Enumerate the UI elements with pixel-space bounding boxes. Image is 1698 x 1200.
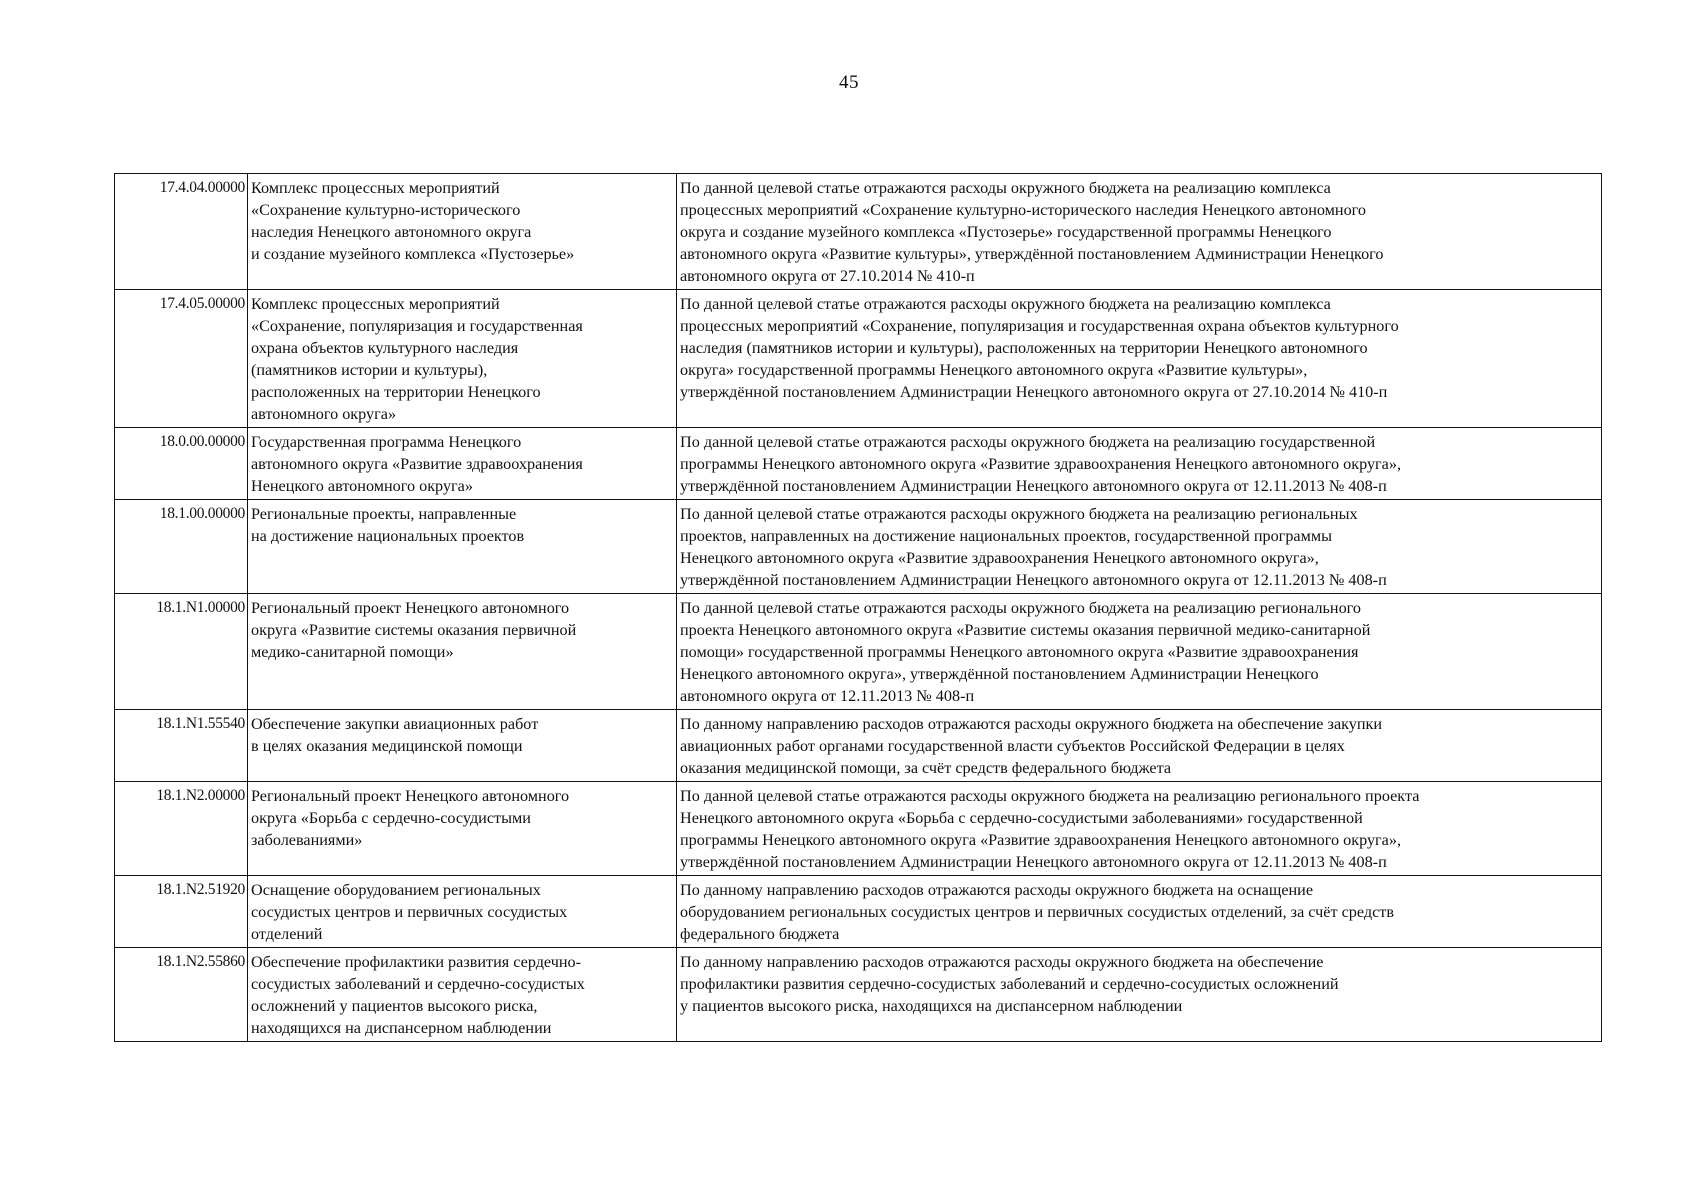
target-article-code: 18.1.N2.00000 xyxy=(115,782,248,876)
table-row xyxy=(115,594,1602,710)
description-line: округа и создание музейного комплекса «Пустозерье» государственной программы Ненецкого xyxy=(680,223,1332,241)
table-row xyxy=(115,428,1602,500)
target-article-code: 18.1.N2.55860 xyxy=(115,948,248,1042)
target-article-description xyxy=(677,876,1602,948)
target-article-code: 18.1.N2.51920 xyxy=(115,876,248,948)
description-line: федерального бюджета xyxy=(680,925,840,943)
target-article-code: 17.4.05.00000 xyxy=(115,290,248,428)
target-article-description xyxy=(677,710,1602,782)
budget-classification-table xyxy=(114,173,1602,1042)
description-line: проекта Ненецкого автономного округа «Развитие системы оказания первичной медико-санитарной xyxy=(680,621,1371,639)
target-article-description xyxy=(677,428,1602,500)
name-line: медико-санитарной помощи» xyxy=(251,643,454,661)
target-article-name xyxy=(248,948,677,1042)
name-line: заболеваниями» xyxy=(251,831,363,849)
name-line: «Сохранение культурно-исторического xyxy=(251,201,521,219)
name-line: (памятников истории и культуры), xyxy=(251,361,488,379)
name-line: Комплекс процессных мероприятий xyxy=(251,295,500,313)
name-line: Оснащение оборудованием региональных xyxy=(251,881,541,899)
description-line: округа» государственной программы Ненецкого автономного округа «Развитие культуры», xyxy=(680,361,1308,379)
target-article-name xyxy=(248,782,677,876)
description-line: По данной целевой статье отражаются расходы окружного бюджета на реализацию комплекса xyxy=(680,295,1331,313)
description-line: авиационных работ органами государственной власти субъектов Российской Федерации в целях xyxy=(680,737,1345,755)
description-line: профилактики развития сердечно-сосудистых заболеваний и сердечно-сосудистых осложнений xyxy=(680,975,1339,993)
name-line: Обеспечение профилактики развития сердечно- xyxy=(251,953,582,971)
name-line: Региональные проекты, направленные xyxy=(251,505,517,523)
name-line: сосудистых центров и первичных сосудистых xyxy=(251,903,568,921)
description-line: Ненецкого автономного округа «Борьба с сердечно-сосудистыми заболеваниями» государственной xyxy=(680,809,1363,827)
table-row xyxy=(115,782,1602,876)
name-line: округа «Развитие системы оказания первичной xyxy=(251,621,577,639)
description-line: оборудованием региональных сосудистых центров и первичных сосудистых отделений, за счёт средств xyxy=(680,903,1394,921)
target-article-description xyxy=(677,174,1602,290)
description-line: По данному направлению расходов отражаются расходы окружного бюджета на обеспечение xyxy=(680,953,1324,971)
description-line: наследия (памятников истории и культуры), расположенных на территории Ненецкого автономного xyxy=(680,339,1368,357)
name-line: сосудистых заболеваний и сердечно-сосудистых xyxy=(251,975,585,993)
table-row xyxy=(115,174,1602,290)
name-line: в целях оказания медицинской помощи xyxy=(251,737,523,755)
name-line: охрана объектов культурного наследия xyxy=(251,339,519,357)
description-line: процессных мероприятий «Сохранение культурно-исторического наследия Ненецкого автономного xyxy=(680,201,1367,219)
name-line: Государственная программа Ненецкого xyxy=(251,433,522,451)
description-line: утверждённой постановлением Администрации Ненецкого автономного округа от 12.11.2013 № 408-п xyxy=(680,477,1387,495)
target-article-name xyxy=(248,594,677,710)
table-row xyxy=(115,710,1602,782)
description-line: По данной целевой статье отражаются расходы окружного бюджета на реализацию регионального xyxy=(680,599,1362,617)
name-line: автономного округа» xyxy=(251,405,397,423)
description-line: помощи» государственной программы Ненецкого автономного округа «Развитие здравоохранения xyxy=(680,643,1359,661)
name-line: Ненецкого автономного округа» xyxy=(251,477,473,495)
page-number: 45 xyxy=(839,72,859,93)
target-article-name xyxy=(248,290,677,428)
description-line: оказания медицинской помощи, за счёт средств федерального бюджета xyxy=(680,759,1172,777)
name-line: «Сохранение, популяризация и государственная xyxy=(251,317,583,335)
name-line: отделений xyxy=(251,925,323,943)
description-line: автономного округа от 27.10.2014 № 410-п xyxy=(680,267,975,285)
description-line: По данному направлению расходов отражаются расходы окружного бюджета на обеспечение закупки xyxy=(680,715,1383,733)
description-line: По данному направлению расходов отражаются расходы окружного бюджета на оснащение xyxy=(680,881,1314,899)
target-article-code: 18.1.N1.00000 xyxy=(115,594,248,710)
name-line: на достижение национальных проектов xyxy=(251,527,525,545)
description-line: автономного округа от 12.11.2013 № 408-п xyxy=(680,687,975,705)
name-line: наследия Ненецкого автономного округа xyxy=(251,223,532,241)
target-article-name xyxy=(248,876,677,948)
name-line: Комплекс процессных мероприятий xyxy=(251,179,500,197)
target-article-description xyxy=(677,500,1602,594)
target-article-description xyxy=(677,782,1602,876)
target-article-description xyxy=(677,948,1602,1042)
table-row xyxy=(115,500,1602,594)
name-line: Региональный проект Ненецкого автономного xyxy=(251,787,570,805)
table-row xyxy=(115,290,1602,428)
target-article-description xyxy=(677,594,1602,710)
description-line: утверждённой постановлением Администрации Ненецкого автономного округа от 12.11.2013 № 408-п xyxy=(680,853,1387,871)
target-article-name xyxy=(248,428,677,500)
target-article-name xyxy=(248,174,677,290)
description-line: утверждённой постановлением Администрации Ненецкого автономного округа от 12.11.2013 № 408-п xyxy=(680,571,1387,589)
name-line: автономного округа «Развитие здравоохранения xyxy=(251,455,583,473)
description-line: у пациентов высокого риска, находящихся на диспансерном наблюдении xyxy=(680,997,1183,1015)
description-line: утверждённой постановлением Администрации Ненецкого автономного округа от 27.10.2014 № 410-п xyxy=(680,383,1388,401)
description-line: автономного округа «Развитие культуры», утверждённой постановлением Администрации Ненецкого xyxy=(680,245,1384,263)
name-line: Региональный проект Ненецкого автономного xyxy=(251,599,570,617)
target-article-code: 18.1.N1.55540 xyxy=(115,710,248,782)
target-article-code: 17.4.04.00000 xyxy=(115,174,248,290)
table-row xyxy=(115,948,1602,1042)
description-line: Ненецкого автономного округа», утверждённой постановлением Администрации Ненецкого xyxy=(680,665,1319,683)
name-line: округа «Борьба с сердечно-сосудистыми xyxy=(251,809,531,827)
description-line: процессных мероприятий «Сохранение, популяризация и государственная охрана объектов культурного xyxy=(680,317,1399,335)
name-line: Обеспечение закупки авиационных работ xyxy=(251,715,539,733)
target-article-name xyxy=(248,500,677,594)
description-line: По данной целевой статье отражаются расходы окружного бюджета на реализацию государственной xyxy=(680,433,1376,451)
table-row xyxy=(115,876,1602,948)
target-article-code: 18.0.00.00000 xyxy=(115,428,248,500)
name-line: расположенных на территории Ненецкого xyxy=(251,383,541,401)
name-line: осложнений у пациентов высокого риска, xyxy=(251,997,538,1015)
description-line: По данной целевой статье отражаются расходы окружного бюджета на реализацию региональных xyxy=(680,505,1358,523)
description-line: программы Ненецкого автономного округа «Развитие здравоохранения Ненецкого автономного округа», xyxy=(680,831,1402,849)
target-article-code: 18.1.00.00000 xyxy=(115,500,248,594)
target-article-name xyxy=(248,710,677,782)
target-article-description xyxy=(677,290,1602,428)
description-line: По данной целевой статье отражаются расходы окружного бюджета на реализацию комплекса xyxy=(680,179,1331,197)
description-line: Ненецкого автономного округа «Развитие здравоохранения Ненецкого автономного округа», xyxy=(680,549,1319,567)
table-body xyxy=(115,174,1602,1042)
description-line: По данной целевой статье отражаются расходы окружного бюджета на реализацию регионального проекта xyxy=(680,787,1420,805)
description-line: проектов, направленных на достижение национальных проектов, государственной программы xyxy=(680,527,1332,545)
description-line: программы Ненецкого автономного округа «Развитие здравоохранения Ненецкого автономного округа», xyxy=(680,455,1402,473)
name-line: и создание музейного комплекса «Пустозерье» xyxy=(251,245,575,263)
name-line: находящихся на диспансерном наблюдении xyxy=(251,1019,552,1037)
